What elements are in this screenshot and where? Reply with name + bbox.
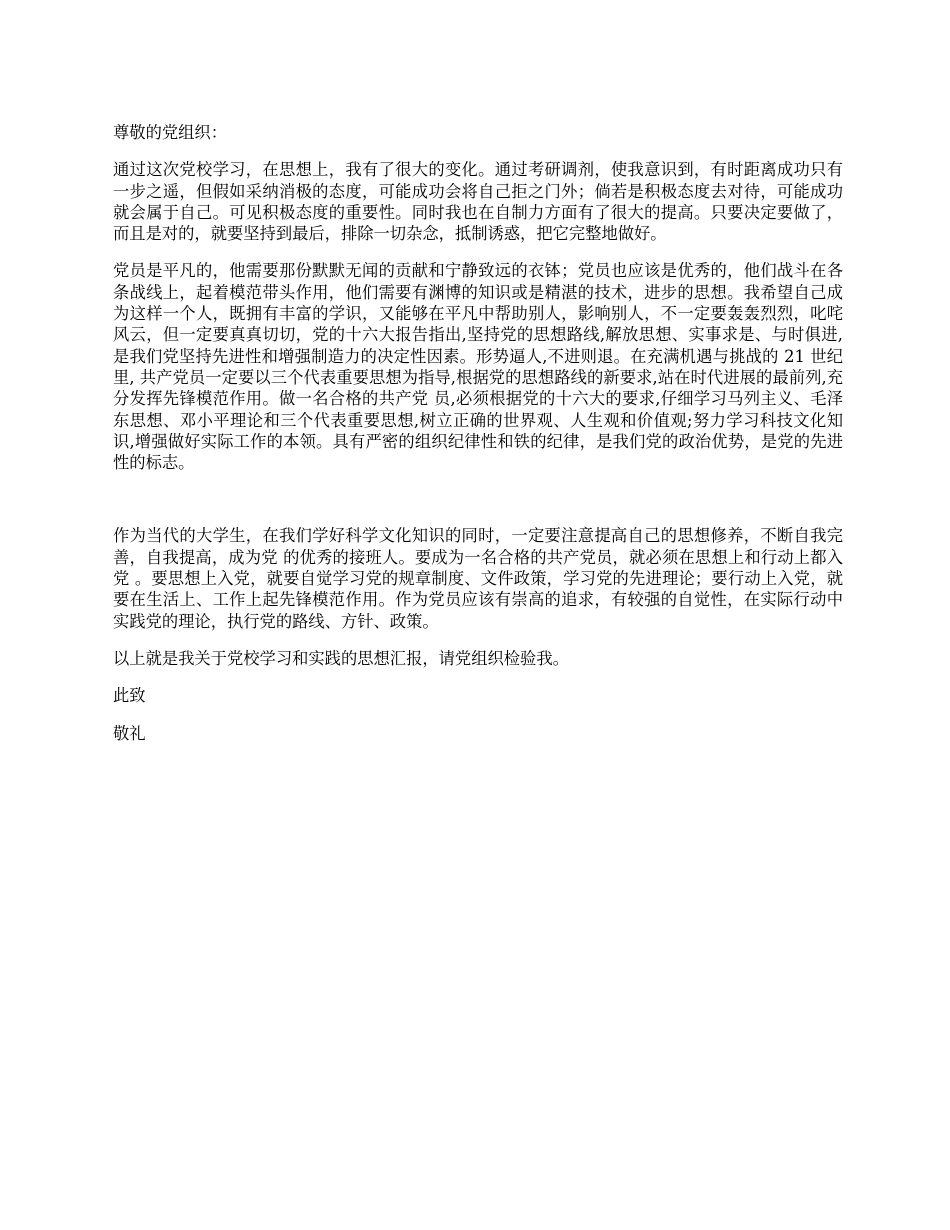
salutation-cizhi: 此致 bbox=[113, 686, 146, 706]
greeting: 尊敬的党组织： bbox=[113, 123, 227, 142]
salutation-jingli: 敬礼 bbox=[113, 723, 146, 743]
document-page bbox=[113, 122, 843, 744]
body-paragraph-1: 通过这次党校学习，在思想上，我有了很大的变化。通过考研调剂，使我意识到，有时距离成功只有一步之遥，但假如采纳消极的态度，可能成功会将自己拒之门外；倘若是积极态度去对待，可能成功就会属于自己。可见积极态度的重要性。同时我也在自制力方面有了很大的提高。只要决定要做了，而且是对的，就要坚持到最后，排除一切杂念，抵制诱惑，把它完整地做好。 bbox=[113, 160, 843, 244]
body-paragraph-3: 作为当代的大学生，在我们学好科学文化知识的同时，一定要注意提高自己的思想修养，不断自我完善，自我提高，成为党 的优秀的接班人。要成为一名合格的共产党员，就必须在思想上和行动上都入党 。要思想上入党，就要自觉学习党的规章制度、文件政策，学习党的先进理论；要行动上入党，就要在生活上、工作上起先锋模范作用。作为党员应该有崇高的追求，有较强的自觉性，在实际行动中实践党的理论，执行党的路线、方针、政策。 bbox=[113, 526, 843, 631]
body-paragraph-2: 党员是平凡的，他需要那份默默无闻的贡献和宁静致远的衣钵；党员也应该是优秀的，他们战斗在各条战线上，起着模范带头作用，他们需要有渊博的知识或是精湛的技术，进步的思想。我希望自己成为这样一个人，既拥有丰富的学识，又能够在平凡中帮助别人，影响别人，不一定要轰轰烈烈，叱咤风云，但一定要真真切切，党的十六大报告指出,坚持党的思想路线,解放思想、实事求是、与时俱进,是我们党坚持先进性和增强制造力的决定性因素。形势逼人,不进则退。在充满机遇与挑战的 21 世纪里, 共产党员一定要以三个代表重要思想为指导,根据党的思想路线的新要求,站在时代进展的最前列,充分发挥先锋模范作用。做一名合格的共产党 员,必须根据党的十六大的要求,仔细学习马列主义、毛泽东思想、邓小平理论和三个代表重要思想,树立正确的世界观、人生观和价值观;努力学习科技文化知识,增强做好实际工作的本领。具有严密的组织纪律性和铁的纪律，是我们党的政治优势，是党的先进性的标志。 bbox=[113, 261, 843, 473]
closing-sentence: 以上就是我关于党校学习和实践的思想汇报，请党组织检验我。 bbox=[113, 648, 569, 668]
